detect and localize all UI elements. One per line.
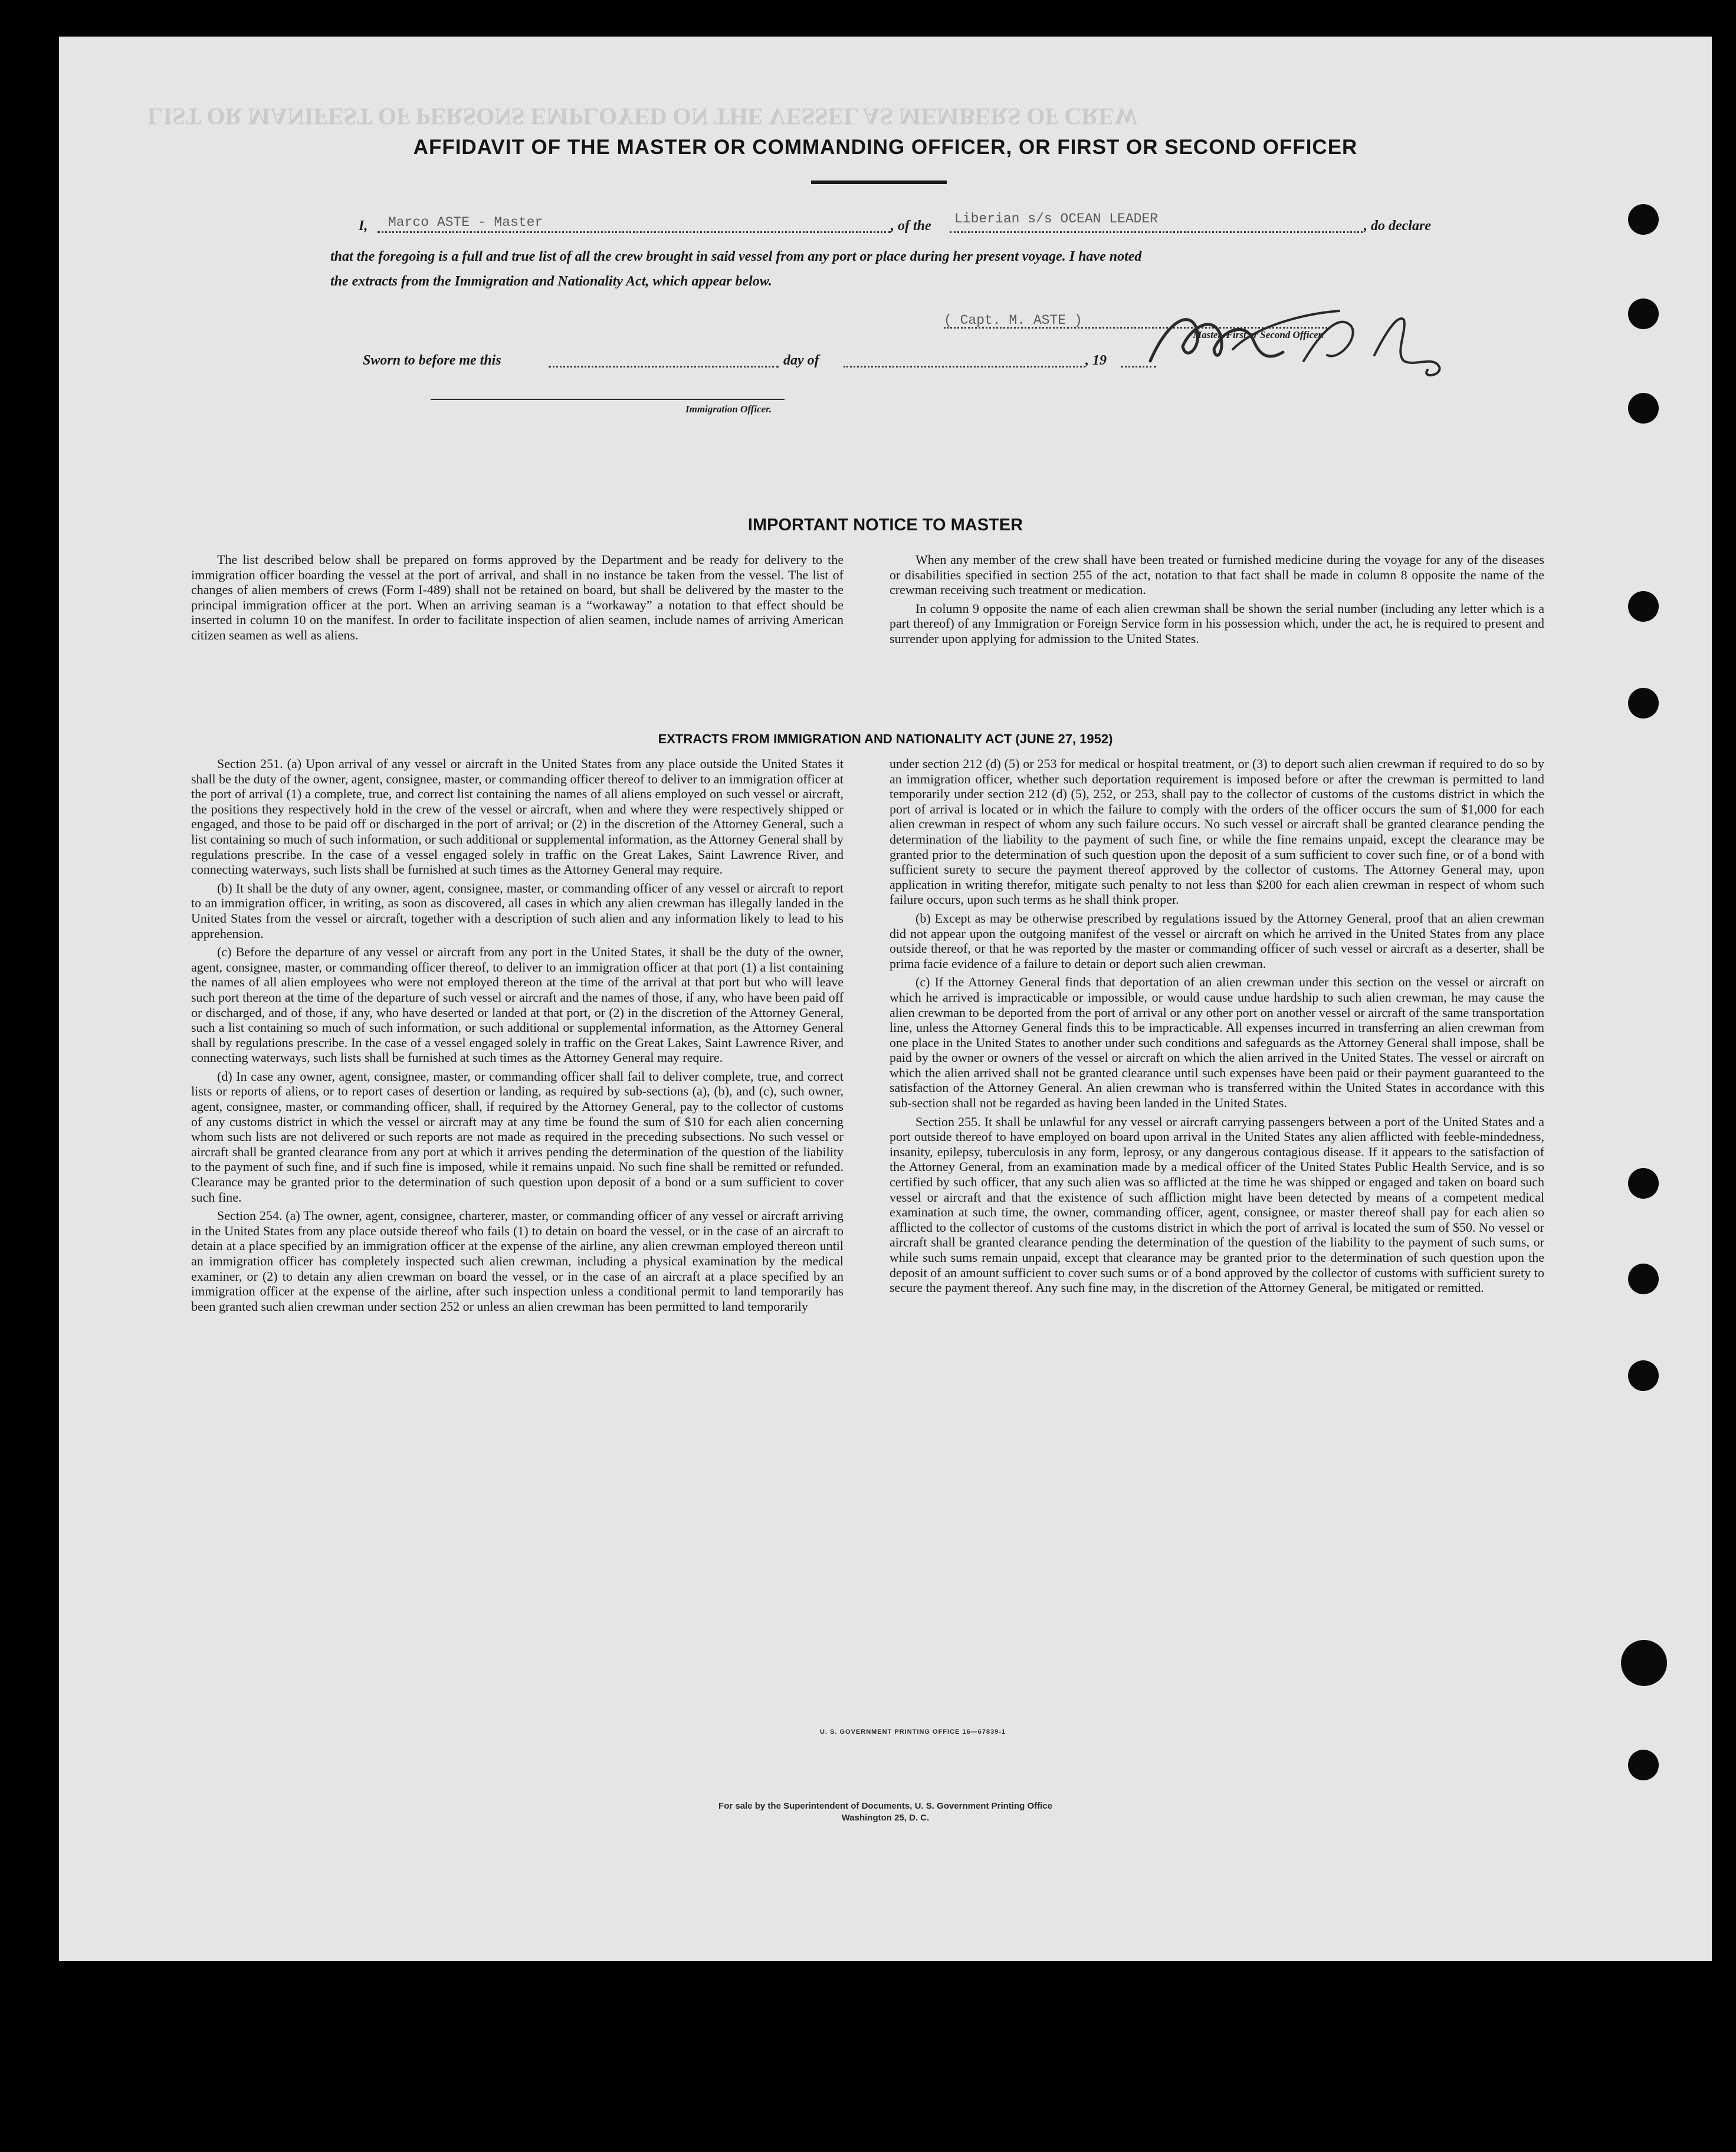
- punch-hole: [1628, 1750, 1659, 1780]
- extract-paragraph: (c) If the Attorney General finds that deportation of an alien crewman under this section on the vessel or aircraft on which he arrived is impracticable or impossible, or would cause undue hardship to such alien crewman, he may cause the alien crewman to be deported from the port of arrival or any other port on another vessel or aircraft of the same transportation line, unless the Attorney General finds this to be impracticable. All expenses incurred in transferring an alien crewman from one place in the United States to another under such conditions and safeguards as the Attorney General shall impose, shall be paid by the owner or owners of the vessel or aircraft on which the alien arrived in the United States. The vessel or aircraft on which the alien arrived shall not be granted clearance until such expenses have been paid or their payment guaranteed to the satisfaction of the Attorney General. An alien crewman who is transferred within the United States in accordance with this sub-section shall not be regarded as having been landed in the United States.: [890, 975, 1544, 1111]
- master-name-typed: Marco ASTE - Master: [388, 215, 543, 230]
- affidavit-title: AFFIDAVIT OF THE MASTER OR COMMANDING OFFICER, OR FIRST OR SECOND OFFICER: [413, 136, 1358, 159]
- i-label: I,: [359, 218, 368, 234]
- punch-hole: [1621, 1640, 1667, 1686]
- extract-paragraph: (d) In case any owner, agent, consignee, master, or commanding officer shall fail to deliver complete, true, and correct lists or reports of aliens, or to report cases of desertion or landing, as required by sub-sections (a), (b), and (c), such owner, agent, consignee, master, or commanding officer, shall, if required by the Attorney General, pay to the collector of customs of any customs district in which the vessel or aircraft may at any time be found the sum of $10 for each alien concerning whom such lists are not delivered or such reports are not made as required in the preceding subsections. No such vessel or aircraft shall be granted clearance from any port at which it arrives pending the determination of the question of the liability to the payment of such fine, and if such fine is imposed, while it remains unpaid. No such fine shall be remitted or refunded. Clearance may be granted prior to the determination of such question upon deposit of a bond or a sum sufficient to cover such fine.: [191, 1068, 844, 1205]
- punch-hole: [1628, 591, 1659, 622]
- day-of-label: day of: [783, 353, 819, 368]
- punch-hole: [1628, 1360, 1659, 1391]
- sale-notice: [59, 1800, 1712, 1824]
- vessel-field-line: [950, 231, 1363, 233]
- extract-paragraph: Section 254. (a) The owner, agent, consignee, charterer, master, or commanding officer of any vessel or aircraft arriving in the United States from any place outside thereof who fails (1) to detain on board the vessel, or in the case of an aircraft to detain at a place specified by an immigration officer at the expense of the airline, any alien crewman employed thereon until an immigration officer has completely inspected such alien crewman, including a physical examination by the medical examiner, or (2) to detain any alien crewman on board the vessel, or in the case of an aircraft at a place specified by an immigration officer at the expense of the airline, after such inspection unless a conditional permit to land temporarily has been granted such alien crewman under section 252 or unless an alien crewman has been permitted to land temporarily: [191, 1208, 844, 1314]
- paper-sheet: [59, 37, 1712, 1961]
- extracts-title: EXTRACTS FROM IMMIGRATION AND NATIONALITY ACT (JUNE 27, 1952): [658, 731, 1113, 746]
- declaration-line: that the foregoing is a full and true list of all the crew brought in said vessel from any port or place during her present voyage. I have noted: [330, 249, 1142, 264]
- extract-paragraph: (b) It shall be the duty of any owner, agent, consignee, master, or commanding officer of any vessel or aircraft to report to an immigration officer, in writing, as soon as discovered, all cases in which any alien crewman has illegally landed in the United States from the vessel or aircraft, together with a description of such alien and any information likely to lead to his apprehension.: [191, 880, 844, 941]
- sworn-day-line: [549, 366, 779, 368]
- notice-title: IMPORTANT NOTICE TO MASTER: [747, 516, 1023, 534]
- punch-hole: [1628, 204, 1659, 235]
- sworn-year-line: [1121, 366, 1156, 368]
- punch-hole: [1628, 1264, 1659, 1294]
- name-field-line: [378, 231, 891, 233]
- year-label: , 19: [1085, 353, 1107, 368]
- bleed-through: LIST OR MANIFEST OF PERSONS EMPLOYED ON THE VESSEL AS MEMBERS OF CREW: [147, 103, 1138, 130]
- extracts-right-column: [890, 756, 1544, 1299]
- extracts-left-column: [191, 756, 844, 1317]
- punch-hole: [1628, 298, 1659, 329]
- handwritten-signature: [1127, 296, 1504, 385]
- extract-paragraph: (b) Except as may be otherwise prescribed by regulations issued by the Attorney General, proof that an alien crewman did not appear upon the outgoing manifest of the vessel or aircraft on which he arrived in the United States from any place outside thereof, or that he was reported by the master or commanding officer of such vessel or aircraft as a deserter, shall be prima facie evidence of a failure to detain or deport such alien crewman.: [890, 910, 1544, 971]
- notice-right-column: [890, 552, 1544, 650]
- do-declare-label: , do declare: [1364, 218, 1431, 234]
- extract-paragraph: under section 212 (d) (5) or 253 for medical or hospital treatment, or (3) to deport such alien crewman if required to do so by an immigration officer, whether such deportation requirement is imposed before or after the crewman is permitted to land temporarily under section 212 (d) (5), 252, or 253, shall pay to the collector of customs of the customs district in which the port of arrival is located or in which the failure to comply with the orders of the officer occurs the sum of $1,000 for each alien crewman in respect of whom any such failure occurs. No such vessel or aircraft shall be granted clearance pending the determination of the liability to the payment of such fine, or while the fine remains unpaid, except the clearance may be granted prior to the determination of such question upon the deposit of a sum sufficient to cover such fine, or of a bond with sufficient surety to secure the payment thereof approved by the collector of customs. The Attorney General may, upon application in writing therefor, mitigate such penalty to not less than $200 for each alien crewman in respect of whom such failure occurs, upon such terms as he shall think proper.: [890, 756, 1544, 907]
- extract-paragraph: (c) Before the departure of any vessel or aircraft from any port in the United States, it shall be the duty of the owner, agent, consignee, master, or commanding officer thereof, to deliver to an immigration officer at that port (1) a list containing the names of all alien employees who were not employed thereon at the time of the arrival at that port but who will leave such port thereon at the time of the departure of such vessel or aircraft and the names of those, if any, who have been paid off or discharged, and of those, if any, who have deserted or landed at that port, or (2) in the discretion of the Attorney General, such a list containing so much of such information, or such additional or supplemental information, as the Attorney General shall by regulations prescribe. In the case of a vessel engaged solely in traffic on the Great Lakes, Saint Lawrence River, and connecting waterways, such lists shall be furnished at such times as the Attorney General may require.: [191, 944, 844, 1065]
- signer-caption: Master, First or Second Officer.: [1193, 329, 1324, 340]
- sworn-month-line: [844, 366, 1085, 368]
- extract-paragraph: Section 255. It shall be unlawful for any vessel or aircraft carrying passengers between a port of the United States and a port outside thereof to have employed on board upon arrival in the United States any alien afflicted with feeble-mindedness, insanity, epilepsy, tuberculosis in any form, leprosy, or any dangerous contagious disease. If it appears to the satisfaction of the Attorney General, from an examination made by a medical officer of the United States Public Health Service, and is so certified by such officer, that any such alien was so afflicted at the time he was shipped or engaged and taken on board such vessel or aircraft and that the existence of such affliction might have been detected by means of a competent medical examination at such time, the owner, commanding officer, agent, consignee, or master thereof shall pay for each alien so afflicted to the collector of customs of the customs district in which the port of arrival is located the sum of $50. No vessel or aircraft shall be granted clearance pending the determination of the question of the liability to the payment of such sums, or while such sums remain unpaid, except that clearance may be granted prior to the determination of such question upon the deposit of an amount sufficient to cover such sums or of a bond approved by the collector of customs with sufficient surety to secure the payment thereof. Any such fine may, in the discretion of the Attorney General, be mitigated or remitted.: [890, 1114, 1544, 1295]
- punch-hole: [1628, 393, 1659, 424]
- notice-left-column: [191, 552, 844, 647]
- vessel-name-typed: Liberian s/s OCEAN LEADER: [954, 211, 1159, 227]
- punch-hole: [1628, 688, 1659, 719]
- extract-paragraph: Section 251. (a) Upon arrival of any vessel or aircraft in the United States from any place outside the United States it shall be the duty of the owner, agent, consignee, master, or commanding officer thereof to deliver to an immigration officer at the port of arrival (1) a complete, true, and correct list containing the names of all aliens employed on such vessel or aircraft, the positions they respectively hold in the crew of the vessel or aircraft, when and where they were respectively shipped or engaged, and those to be paid off or discharged in the port of arrival; or (2) in the discretion of the Attorney General, such a list containing so much of such information, or such additional or supplemental information, as the Attorney General shall by regulations prescribe. In the case of a vessel engaged solely in traffic on the Great Lakes, Saint Lawrence River, and connecting waterways, such lists shall be furnished at such times as the Attorney General may require.: [191, 756, 844, 877]
- extracts-note-line: the extracts from the Immigration and Nationality Act, which appear below.: [330, 274, 772, 289]
- officer-caption: Immigration Officer.: [685, 404, 772, 415]
- punch-hole: [1628, 1168, 1659, 1199]
- signer-name-typed: ( Capt. M. ASTE ): [944, 313, 1082, 328]
- notice-right-paragraph: When any member of the crew shall have been treated or furnished medicine during the voyage for any of the diseases or disabilities specified in section 255 of the act, notation to that fact shall be made in column 8 opposite the name of the crewman receiving such treatment or medication.: [890, 552, 1544, 598]
- officer-signature-line: [431, 399, 785, 400]
- printing-office-line: U. S. GOVERNMENT PRINTING OFFICE 16—67839-1: [820, 1728, 1006, 1736]
- notice-left-paragraph: The list described below shall be prepared on forms approved by the Department and be ready for delivery to the immigration officer boarding the vessel at the port of arrival, and shall in no instance be taken from the vessel. The list of changes of alien members of crews (Form I-489) shall not be retained on board, but shall be delivered by the master to the principal immigration officer at the port. When an arriving seaman is a “workaway” a notation to that effect should be inserted in column 10 on the manifest. In order to facilitate inspection of alien seamen, include names of arriving American citizen seamen as well as aliens.: [191, 552, 844, 642]
- of-the-label: , of the: [891, 218, 931, 234]
- sworn-label: Sworn to before me this: [363, 353, 501, 368]
- sale-line: Washington 25, D. C.: [841, 1813, 930, 1823]
- sale-line: For sale by the Superintendent of Documents, U. S. Government Printing Office: [718, 1801, 1052, 1811]
- notice-right-paragraph: In column 9 opposite the name of each alien crewman shall be shown the serial number (including any letter which is a part thereof) of any Immigration or Foreign Service form in his possession which, under the act, he is required to present and surrender upon applying for admission to the United States.: [890, 601, 1544, 646]
- title-rule: [811, 181, 947, 184]
